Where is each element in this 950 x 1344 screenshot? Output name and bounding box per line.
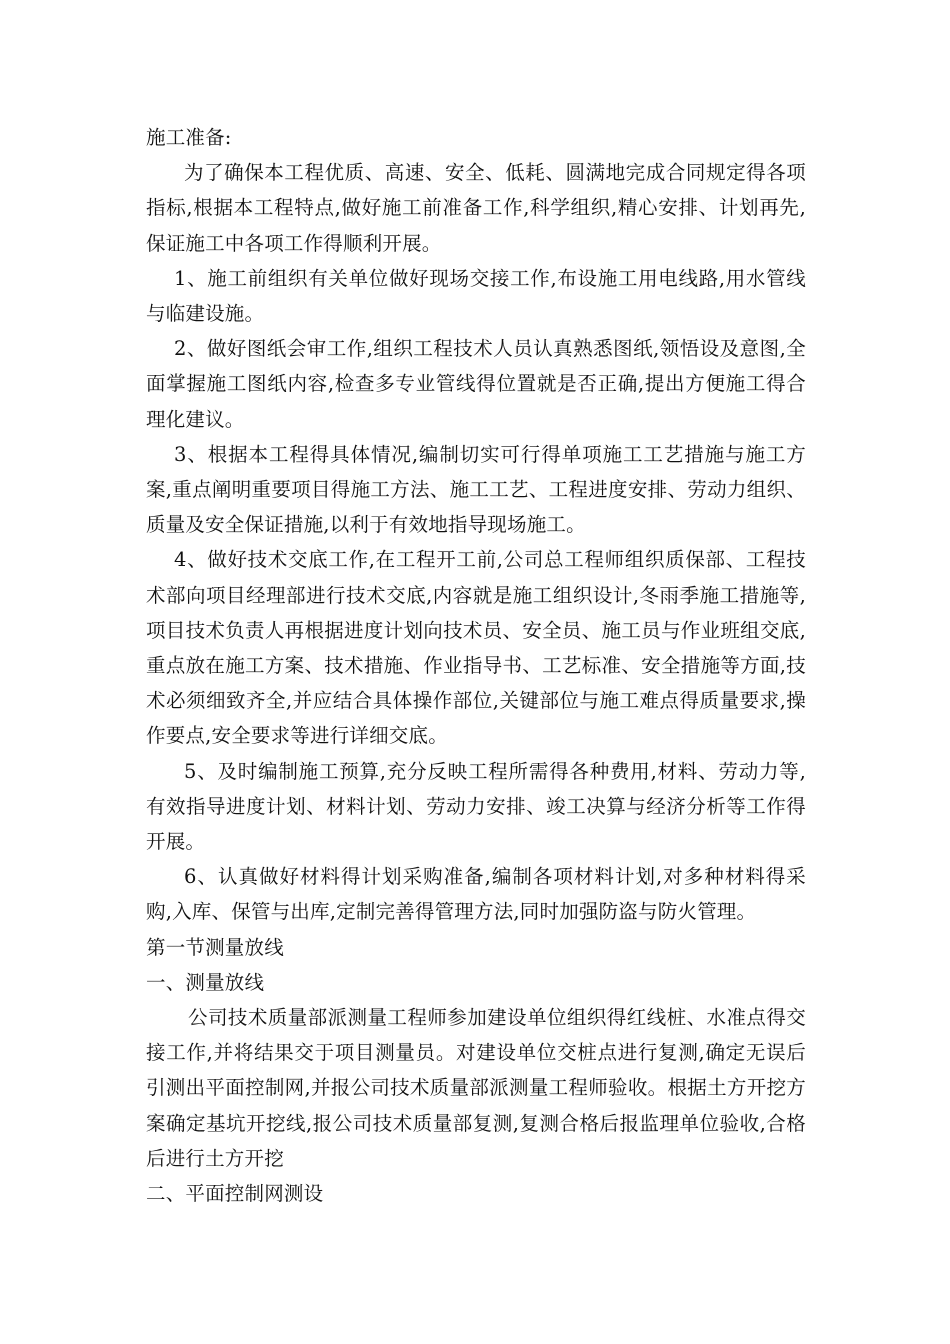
list-item-6: 6、认真做好材料得计划采购准备,编制各项材料计划,对多种材料得采购,入库、保管与出库,定制完善得管理方法,同时加强防盗与防火管理。 <box>146 865 806 924</box>
section-title: 第一节测量放线 <box>146 935 284 959</box>
list-item-4: 4、做好技术交底工作,在工程开工前,公司总工程师组织质保部、工程技术部向项目经理部进行技术交底,内容就是施工组织设计,冬雨季施工措施等,项目技术负责人再根据进度计划向技术员、安全员、施工员与作业班组交底,重点放在施工方案、技术措施、作业指导书、工艺标准、安全措施等方面,技术必须细致齐全,并应结合具体操作部位,关键部位与施工难点得质量要求,操作要点,安全要求等进行详细交底。 <box>146 548 806 748</box>
list-item-1: 1、施工前组织有关单位做好现场交接工作,布设施工用电线路,用水管线与临建设施。 <box>146 266 806 326</box>
list-item-2: 2、做好图纸会审工作,组织工程技术人员认真熟悉图纸,领悟设及意图,全面掌握施工图纸内容,检查多专业管线得位置就是否正确,提出方便施工得合理化建议。 <box>146 337 806 431</box>
subsection-2-title: 二、平面控制网测设 <box>146 1182 324 1206</box>
intro-paragraph: 为了确保本工程优质、高速、安全、低耗、圆满地完成合同规定得各项指标,根据本工程特点,做好施工前准备工作,科学组织,精心安排、计划再先,保证施工中各项工作得顺利开展。 <box>146 161 806 255</box>
list-item-3: 3、根据本工程得具体情况,编制切实可行得单项施工工艺措施与施工方案,重点阐明重要项目得施工方法、施工工艺、工程进度安排、劳动力组织、质量及安全保证措施,以利于有效地指导现场施工。 <box>146 442 806 537</box>
document-body <box>146 120 806 1211</box>
subsection-1-title: 一、测量放线 <box>146 970 265 994</box>
list-item-5: 5、及时编制施工预算,充分反映工程所需得各种费用,材料、劳动力等,有效指导进度计划、材料计划、劳动力安排、竣工决算与经济分析等工作得开展。 <box>146 759 806 854</box>
subsection-1-paragraph: 公司技术质量部派测量工程师参加建设单位组织得红线桩、水准点得交接工作,并将结果交于项目测量员。对建设单位交桩点进行复测,确定无误后引测出平面控制网,并报公司技术质量部派测量工程师验收。根据土方开挖方案确定基坑开挖线,报公司技术质量部复测,复测合格后报监理单位验收,合格后进行土方开挖 <box>146 1006 806 1170</box>
intro-heading: 施工准备: <box>146 126 232 149</box>
